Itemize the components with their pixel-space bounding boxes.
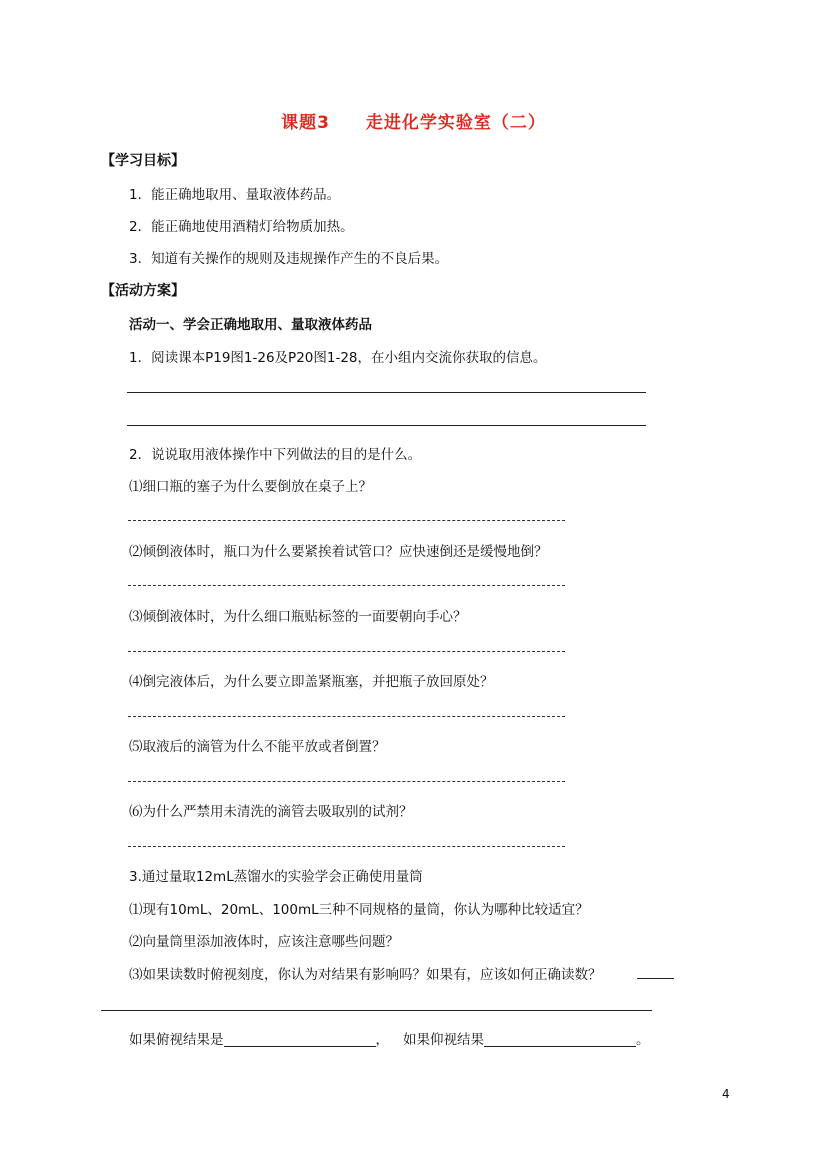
- sub-question: ⑴现有10mL、20mL、100mL三种不同规格的量筒，你认为哪种比较适宜？: [129, 902, 589, 918]
- answer-blank[interactable]: [637, 978, 674, 979]
- upward-view-label: 如果仰视结果: [403, 1032, 484, 1048]
- answer-line[interactable]: [128, 651, 565, 652]
- sub-question: ⑵倾倒液体时，瓶口为什么要紧挨着试管口？应快速倒还是缓慢地倒？: [129, 544, 548, 560]
- downward-view-label: 如果俯视结果是: [129, 1032, 224, 1048]
- question-1: 1．阅读课本P19图1-26及P20图1-28，在小组内交流你获取的信息。: [129, 350, 547, 366]
- sub-question: ⑶倾倒液体时，为什么细口瓶贴标签的一面要朝向手心？: [129, 609, 467, 625]
- objective-item: 2．能正确地使用酒精灯给物质加热。: [129, 219, 354, 235]
- objective-item: 3．知道有关操作的规则及违规操作产生的不良后果。: [129, 251, 449, 267]
- objectives-heading: 【学习目标】: [101, 153, 185, 169]
- sub-question: ⑸取液后的滴管为什么不能平放或者倒置？: [129, 739, 386, 755]
- sub-question: ⑷倒完液体后，为什么要立即盖紧瓶塞，并把瓶子放回原处？: [129, 674, 494, 690]
- lesson-name: 走进化学实验室（二）: [365, 113, 546, 133]
- page-title: [0, 108, 827, 133]
- answer-line[interactable]: [127, 425, 646, 426]
- downward-view-blank[interactable]: [224, 1032, 376, 1047]
- answer-line[interactable]: [101, 1010, 652, 1011]
- upward-view-blank[interactable]: [484, 1032, 636, 1047]
- activity1-title: 活动一、学会正确地取用、量取液体药品: [129, 317, 372, 333]
- separator: ，: [375, 1032, 389, 1048]
- sub-question: ⑴细口瓶的塞子为什么要倒放在桌子上？: [129, 479, 372, 495]
- lesson-number: 课题3: [281, 113, 330, 133]
- sentence-end: 。: [636, 1032, 650, 1048]
- page-number: 4: [722, 1087, 730, 1101]
- activity-plan-heading: 【活动方案】: [101, 283, 185, 299]
- answer-line[interactable]: [128, 585, 565, 586]
- question-2: 2．说说取用液体操作中下列做法的目的是什么。: [129, 447, 422, 463]
- sub-question: ⑶如果读数时俯视刻度，你认为对结果有影响吗？如果有，应该如何正确读数？: [129, 967, 602, 983]
- answer-line[interactable]: [127, 392, 646, 393]
- sub-question: ⑹为什么严禁用未清洗的滴管去吸取别的试剂？: [129, 804, 413, 820]
- reading-result-line: [129, 1028, 650, 1048]
- sub-question: ⑵向量筒里添加液体时，应该注意哪些问题？: [129, 934, 399, 950]
- answer-line[interactable]: [128, 716, 565, 717]
- objective-item: 1．能正确地取用、量取液体药品。: [129, 187, 341, 203]
- answer-line[interactable]: [128, 846, 565, 847]
- question-3: 3.通过量取12mL蒸馏水的实验学会正确使用量筒: [129, 869, 423, 885]
- answer-line[interactable]: [128, 781, 565, 782]
- answer-line[interactable]: [128, 520, 565, 521]
